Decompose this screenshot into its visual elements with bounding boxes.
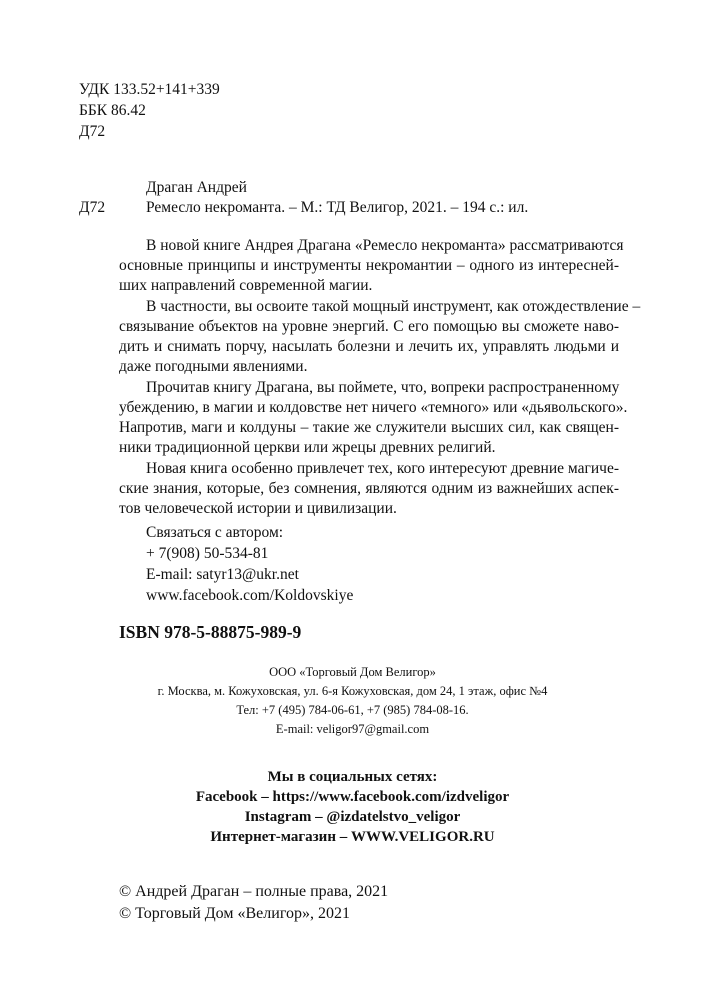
social-facebook: Facebook – https://www.facebook.com/izdveligor: [195, 789, 510, 805]
annotation-line: дить и снимать порчу, насылать болезни и лечить их, управлять людьми и: [119, 338, 619, 355]
annotation-line: убеждению, в магии и колдовстве нет ничего «темного» или «дьявольского».: [119, 399, 628, 416]
online-shop: Интернет-магазин – WWW.VELIGOR.RU: [210, 829, 495, 845]
publisher-address: г. Москва, м. Кожуховская, ул. 6-я Кожуховская, дом 24, 1 этаж, офис №4: [157, 684, 548, 698]
isbn: ISBN 978-5-88875-989-9: [119, 622, 302, 642]
annotation-line: В частности, вы освоите такой мощный инструмент, как отождествление –: [146, 298, 641, 315]
annotation-line: В новой книге Андрея Драгана «Ремесло некроманта» рассматриваются: [146, 237, 624, 254]
annotation-line: ших направлений современной магии.: [119, 277, 373, 294]
annotation-line: основные принципы и инструменты некромантии – одного из интересней-: [119, 257, 619, 274]
copyright-publisher: © Торговый Дом «Велигор», 2021: [119, 905, 350, 922]
bbk-code: ББК 86.42: [79, 102, 146, 119]
publisher-email: E-mail: veligor97@gmail.com: [275, 722, 430, 736]
contact-website: www.facebook.com/Koldovskiye: [146, 587, 354, 604]
social-instagram: Instagram – @izdatelstvo_veligor: [244, 809, 461, 825]
record-code: Д72: [79, 199, 106, 216]
annotation-line: ники традиционной церкви или жрецы древних религий.: [119, 439, 496, 456]
publisher-name: ООО «Торговый Дом Велигор»: [269, 665, 436, 679]
bibliographic-record: Ремесло некроманта. – М.: ТД Велигор, 2021. – 194 с.: ил.: [146, 199, 529, 216]
annotation-line: даже погодными явлениями.: [119, 358, 308, 375]
contact-email: E-mail: satyr13@ukr.net: [146, 566, 299, 583]
contact-heading: Связаться с автором:: [146, 524, 284, 541]
annotation-line: ские знания, которые, без сомнения, являются одним из важнейших аспек-: [119, 480, 619, 497]
annotation-line: связывание объектов на уровне энергий. С его помощью вы сможете наво-: [119, 318, 619, 335]
annotation-line: Прочитав книгу Драгана, вы поймете, что, вопреки распространенному: [146, 379, 620, 396]
publisher-phone: Тел: +7 (495) 784-06-61, +7 (985) 784-08-16.: [236, 703, 469, 717]
book-author: Драган Андрей: [146, 179, 247, 196]
annotation-line: Новая книга особенно привлечет тех, кого интересуют древние магиче-: [146, 460, 619, 477]
udk-code: УДК 133.52+141+339: [79, 81, 220, 98]
copyright-author: © Андрей Драган – полные права, 2021: [119, 883, 389, 900]
author-mark: Д72: [79, 123, 106, 140]
contact-phone: + 7(908) 50-534-81: [146, 545, 269, 562]
social-heading: Мы в социальных сетях:: [267, 769, 438, 785]
annotation-line: Напротив, маги и колдуны – такие же служители высших сил, как священ-: [119, 419, 619, 436]
annotation-line: тов человеческой истории и цивилизации.: [119, 500, 397, 517]
